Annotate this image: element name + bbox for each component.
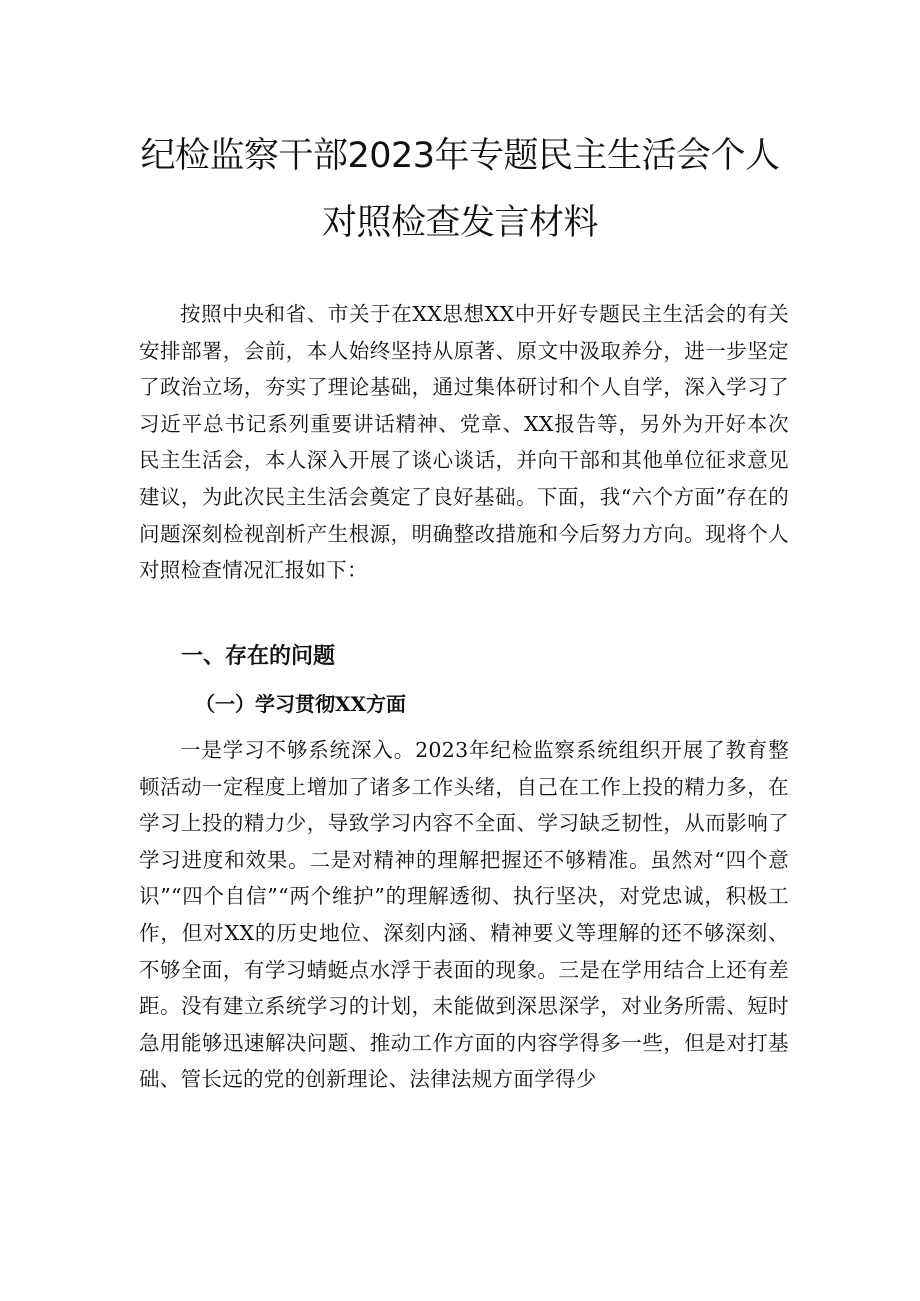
subsection-heading: （一）学习贯彻XX方面 (195, 692, 407, 716)
section-heading: 一、存在的问题 (181, 644, 336, 669)
intro-paragraph: 按照中央和省、市关于在XX思想XX中开好专题民主生活会的有关安排部署，会前，本人始终坚持从原著、原文中汲取养分，进一步坚定了政治立场，夯实了理论基础，通过集体研讨和个人自学，深入学习了习近平总书记系列重要讲话精神、党章、XX报告等，另外为开好本次民主生活会，本人深入开展了谈心谈话，并向干部和其他单位征求意见建议，为此次民主生活会奠定了良好基础。下面，我“六个方面”存在的问题深刻检视剖析产生根源，明确整改措施和今后努力方向。现将个人对照检查情况汇报如下： (139, 302, 789, 583)
section-paragraph: 一是学习不够系统深入。2023年纪检监察系统组织开展了教育整顿活动一定程度上增加了诸多工作头绪，自己在工作上投的精力多，在学习上投的精力少，导致学习内容不全面、学习缺乏韧性，从而影响了学习进度和效果。二是对精神的理解把握还不够精准。虽然对“四个意识”“四个自信”“两个维护”的理解透彻、执行坚决，对党忠诚，积极工作，但对XX的历史地位、深刻内涵、精神要义等理解的还不够深刻、不够全面，有学习蜻蜓点水浮于表面的现象。三是在学用结合上还有差距。没有建立系统学习的计划，未能做到深思深学，对业务所需、短时急用能够迅速解决问题、推动工作方面的内容学得多一些，但是对打基础、管长远的党的创新理论、法律法规方面学得少 (139, 738, 789, 1092)
document-title-line-1: 纪检监察干部2023年专题民主生活会个人 (140, 136, 780, 176)
document-title-line-2: 对照检查发言材料 (321, 203, 598, 243)
